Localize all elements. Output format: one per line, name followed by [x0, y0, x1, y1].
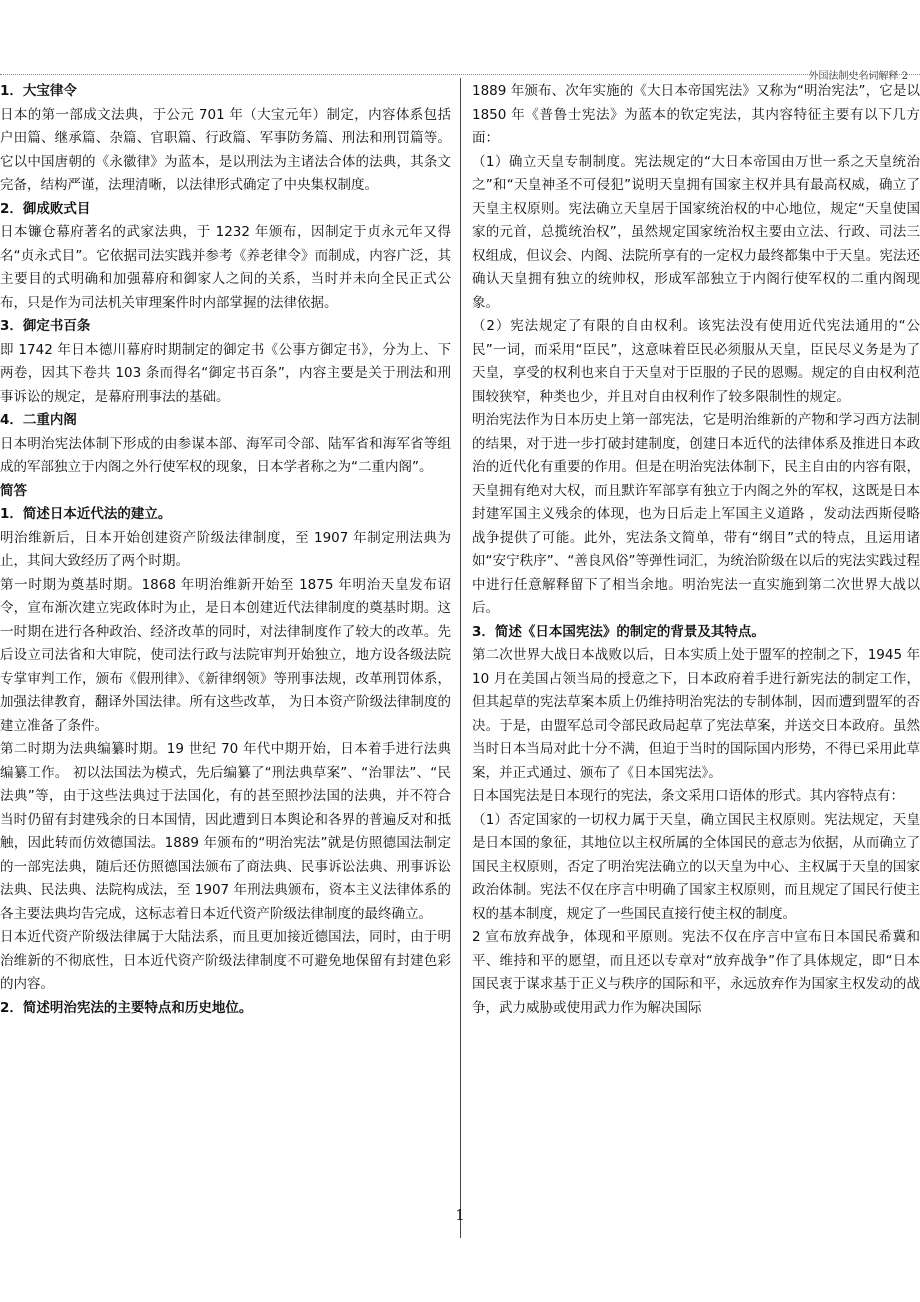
paragraph: 明治宪法作为日本历史上第一部宪法，它是明治维新的产物和学习西方法制的结果，对于进一步打破封建制度，创建日本近代的法律体系及推进日本政治的近代化有重要的作用。但是在明治宪法体制下，民主自由的内容有限，天皇拥有绝对大权，而且默许军部享有独立于内阁之外的军权，这既是日本封建军国主义残余的体现，也为日后走上军国主义道路 ，发动法西斯侵略战争提供了可能。此外，宪法条文简单，带有“纲目”式的特点，且运用诸如“安宁秩序”、“善良风俗”等弹性词汇，为统治阶级在以后的宪法实践过程中进行任意解释留下了相当余地。明治宪法一直实施到第二次世界大战以后。 — [472, 412, 920, 616]
question-1-heading: 1．简述日本近代法的建立。 — [0, 506, 172, 522]
paragraph: 日本国宪法是日本现行的宪法，条文采用口语体的形式。其内容特点有： — [472, 788, 904, 804]
paragraph: 即 1742 年日本德川幕府时期制定的御定书《公事方御定书》，分为上、下两卷，因其下卷共 103 条而得名“御定书百条”，内容主要是关于刑法和刑事诉讼的规定，是幕府刑事法的基础。 — [0, 341, 451, 405]
question-2-heading: 2．简述明治宪法的主要特点和历史地位。 — [0, 999, 253, 1016]
running-header: 外国法制史名词解释 2 — [808, 71, 908, 82]
paragraph: 第二次世界大战日本战败以后，日本实质上处于盟军的控制之下，1945 年 10 月在美国占领当局的授意之下，日本政府着手进行新宪法的制定工作，但其起草的宪法草案本质上仍维持明治宪法的专制体制，因而遭到盟军的否决。于是，由盟军总司令部民政局起草了宪法草案，并送交日本政府。虽然当时日本当局对此十分不满，但迫于当时的国际国内形势，不得已采用此草案，并正式通过、颁布了《日本国宪法》。 — [472, 647, 920, 781]
header-divider — [0, 74, 920, 75]
paragraph: （2）宪法规定了有限的自由权利。该宪法没有使用近代宪法通用的“公民”一词，而采用“臣民”，这意味着臣民必须服从天皇，臣民尽义务是为了天皇，享受的权利也来自于天皇对于臣服的子民的恩赐。规定的自由权利范围较狭窄，种类也少，并且对自由权利作了较多限制性的规定。 — [472, 318, 920, 405]
paragraph: 日本镰仓幕府著名的武家法典，于 1232 年颁布，因制定于贞永元年又得名“贞永式目”。它依据司法实践并参考《养老律令》而制成，内容广泛，其主要目的式明确和加强幕府和御家人之间的关系，当时并未向全民正式公布，只是作为司法机关审理案件时内部掌握的法律依据。 — [0, 224, 451, 311]
paragraph: 日本的第一部成文法典，于公元 701 年（大宝元年）制定，内容体系包括户田篇、继承篇、杂篇、官职篇、行政篇、军事防务篇、刑法和刑罚篇等。它以中国唐朝的《永徽律》为蓝本，是以刑法为主诸法合体的法典，其条文完备，结构严谨，法理清晰，以法律形式确定了中央集权制度。 — [0, 106, 451, 193]
question-3-heading: 3．简述《日本国宪法》的制定的背景及其特点。 — [472, 623, 765, 640]
section-heading-short-answer: 简答 — [0, 482, 27, 499]
paragraph: 1889 年颁布、次年实施的《大日本帝国宪法》又称为“明治宪法”，它是以 1850 年《普鲁士宪法》为蓝本的钦定宪法，其内容特征主要有以下几方面： — [472, 83, 920, 146]
paragraph: （1）否定国家的一切权力属于天皇，确立国民主权原则。宪法规定，天皇是日本国的象征，其地位以主权所属的全体国民的意志为依据，从而确立了国民主权原则，否定了明治宪法确立的以天皇为中心、主权属于天皇的国家政治体制。宪法不仅在序言中明确了国家主权原则，而且规定了国民行使主权的基本制度，规定了一些国民直接行使主权的制度。 — [472, 811, 920, 922]
paragraph: 2 宣布放弃战争，体现和平原则。宪法不仅在序言中宣布日本国民希冀和平、维持和平的愿望，而且还以专章对“放弃战争”作了具体规定，即“日本国民衷于谋求基于正义与秩序的国际和平，永远放弃作为国家主权发动的战争，武力威胁或使用武力作为解决国际 — [472, 929, 920, 1016]
paragraph: 第二时期为法典编纂时期。19 世纪 70 年代中期开始，日本着手进行法典编纂工作。 初以法国法为模式，先后编纂了“刑法典草案”、“治罪法”、“民法典”等，由于这些法典过于法国化，有的甚至照抄法国的法典，并不符合当时仍留有封建残余的日本国情，因此遭到日本舆论和各界的普遍反对和抵触，因此转而仿效德国法。1889 年颁布的“明治宪法”就是仿照德国法制定的一部宪法典，随后还仿照德国法颁布了商法典、民事诉讼法典、刑事诉讼法典、民法典、法院构成法，至 1907 年刑法典颁布，资本主义法律体系的各主要法典均告完成，这标志着日本近代资产阶级法律制度的最终确立。 — [0, 741, 451, 922]
right-column — [472, 80, 920, 1020]
heading-1: 1．大宝律令 — [0, 83, 77, 99]
heading-2: 2．御成败式目 — [0, 200, 91, 217]
heading-3: 3．御定书百条 — [0, 318, 91, 334]
column-divider — [460, 78, 461, 1238]
page-number: 1 — [455, 1206, 465, 1224]
heading-4: 4．二重内阁 — [0, 412, 77, 428]
paragraph: 日本近代资产阶级法律属于大陆法系，而且更加接近德国法，同时，由于明治维新的不彻底性，日本近代资产阶级法律制度不可避免地保留有封建色彩的内容。 — [0, 929, 451, 992]
paragraph: 日本明治宪法体制下形成的由参谋本部、海军司令部、陆军省和海军省等组成的军部独立于内阁之外行使军权的现象，日本学者称之为“二重内阁”。 — [0, 435, 451, 475]
paragraph: 明治维新后，日本开始创建资产阶级法律制度，至 1907 年制定刑法典为止，其间大致经历了两个时期。 — [0, 529, 451, 569]
paragraph: （1）确立天皇专制制度。宪法规定的“大日本帝国由万世一系之天皇统治之”和“天皇神圣不可侵犯”说明天皇拥有国家主权并具有最高权威，确立了天皇主权原则。宪法确立天皇居于国家统治权的中心地位，规定“天皇使国家的元首，总揽统治权”，虽然规定国家统治权主要由立法、行政、司法三权组成，但议会、内阁、法院所享有的一定权力最终都集中于天皇。宪法还确认天皇拥有独立的统帅权，形成军部独立于内阁行使军权的二重内阁现象。 — [472, 153, 920, 311]
paragraph: 第一时期为奠基时期。1868 年明治维新开始至 1875 年明治天皇发布诏令，宣布渐次建立宪政体时为止，是日本创建近代法律制度的奠基时期。这一时期在进行各种政治、经济改革的同时，对法律制度作了较大的改革。先后设立司法省和大审院，使司法行政与法院审判开始独立，地方设各级法院专掌审判工作，颁布《假刑律》、《新律纲领》等刑事法规，改革刑罚体系，加强法律教育，翻译外国法律。所有这些改革， 为日本资产阶级法律制度的建立准备了条件。 — [0, 576, 451, 734]
left-column — [0, 80, 451, 1020]
